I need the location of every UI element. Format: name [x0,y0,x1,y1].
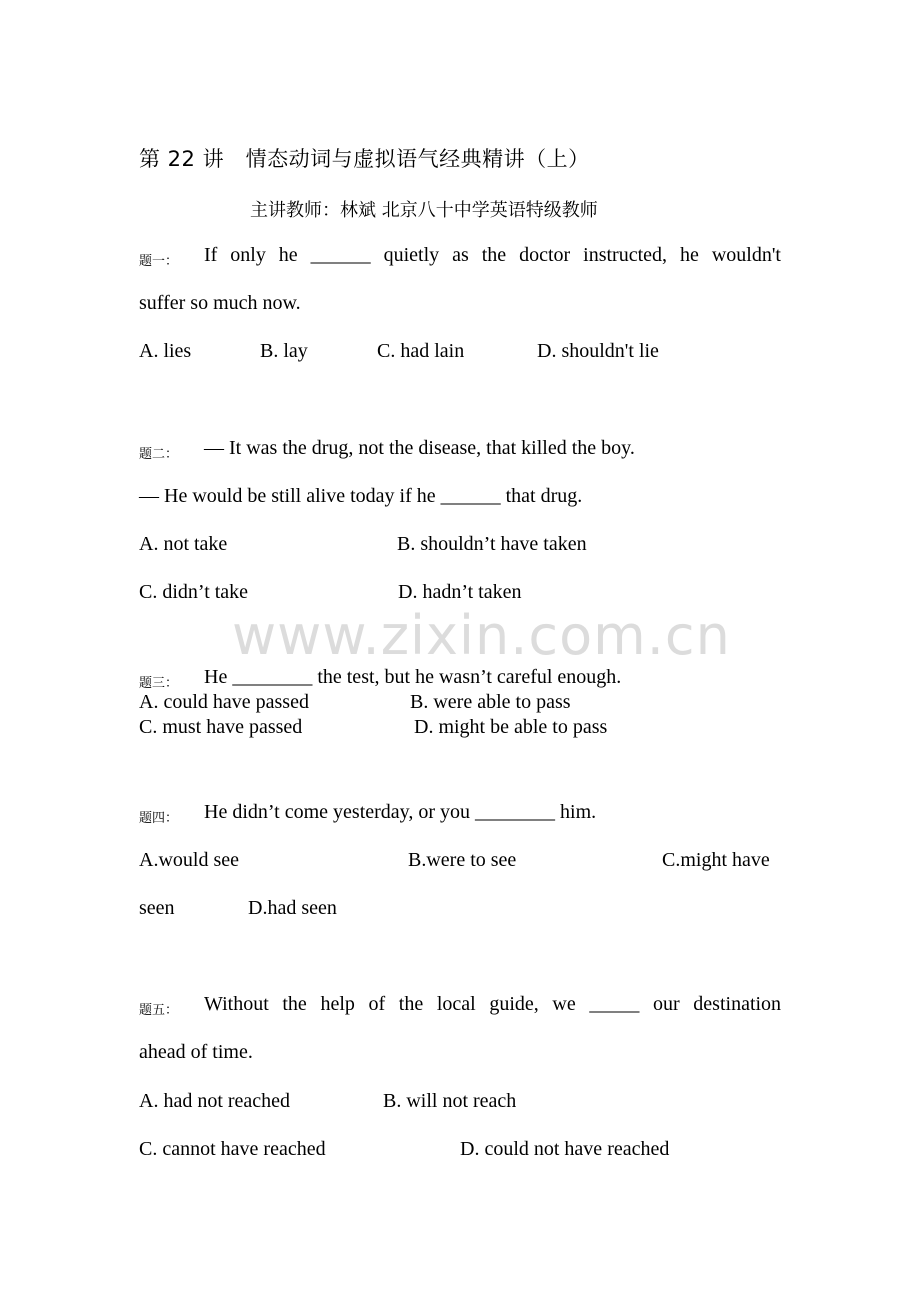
stem-word: of [368,993,386,1015]
stem-word: he [679,244,699,266]
page-title: 第 22 讲 情态动词与虚拟语气经典精讲（上） [139,147,590,171]
question-stem-line: — It was the drug, not the disease, that killed the boy. [204,437,635,459]
stem-word: the [481,244,507,266]
option-a: A. not take [139,533,228,555]
option-a: A.would see [139,849,239,871]
stem-word: wouldn't [711,244,781,266]
stem-word: as [452,244,469,266]
option-b: B.were to see [408,849,517,871]
stem-word: Without [204,993,269,1015]
option-b: B. were able to pass [410,691,571,713]
option-d: D. could not have reached [460,1138,670,1160]
stem-word: destination [693,993,782,1015]
stem-word: instructed, [583,244,668,266]
option-c: C. didn’t take [139,581,249,603]
stem-word: the [398,993,424,1015]
question-label: 题五： [139,1003,179,1018]
stem-word: he [278,244,298,266]
option-c: C. had lain [377,340,465,362]
stem-word: local [436,993,476,1015]
stem-word: doctor [519,244,571,266]
question-stem-line: ahead of time. [139,1041,253,1063]
question-stem-line: suffer so much now. [139,292,301,314]
question-label: 题三： [139,676,179,691]
option-a: A. lies [139,340,192,362]
question-stem-line [204,993,781,1016]
option-c: C. must have passed [139,716,303,738]
option-d: D.had seen [248,897,337,919]
answer-blank: _____ [589,993,640,1015]
option-d: D. hadn’t taken [398,581,522,603]
stem-word: the [282,993,307,1015]
answer-blank: ______ [310,244,371,266]
question-stem-line: — He would be still alive today if he ______ that drug. [139,485,583,507]
stem-word: only [230,244,266,266]
option-a: A. had not reached [139,1090,291,1112]
page-subtitle: 主讲教师：林斌 北京八十中学英语特级教师 [250,200,598,221]
question-stem-line: He ________ the test, but he wasn’t careful enough. [204,666,622,688]
stem-word: our [653,993,680,1015]
question-stem-line: He didn’t come yesterday, or you ________ him. [204,801,597,823]
option-b: B. shouldn’t have taken [397,533,587,555]
option-b: B. lay [260,340,308,362]
stem-word: If [204,244,218,266]
option-b: B. will not reach [383,1090,517,1112]
stem-word: help [320,993,355,1015]
stem-word: we [552,993,576,1015]
option-a: A. could have passed [139,691,309,713]
question-stem-line [204,244,781,267]
option-d: D. might be able to pass [414,716,608,738]
watermark: www.zixin.com.cn [232,604,731,667]
stem-word: quietly [383,244,440,266]
option-c-continued: seen [139,897,175,919]
option-c: C. cannot have reached [139,1138,326,1160]
question-label: 题二： [139,447,179,462]
question-label: 题四： [139,811,179,826]
option-d: D. shouldn't lie [537,340,659,362]
stem-word: guide, [489,993,539,1015]
option-c: C.might have [662,849,770,871]
question-label: 题一： [139,254,179,269]
